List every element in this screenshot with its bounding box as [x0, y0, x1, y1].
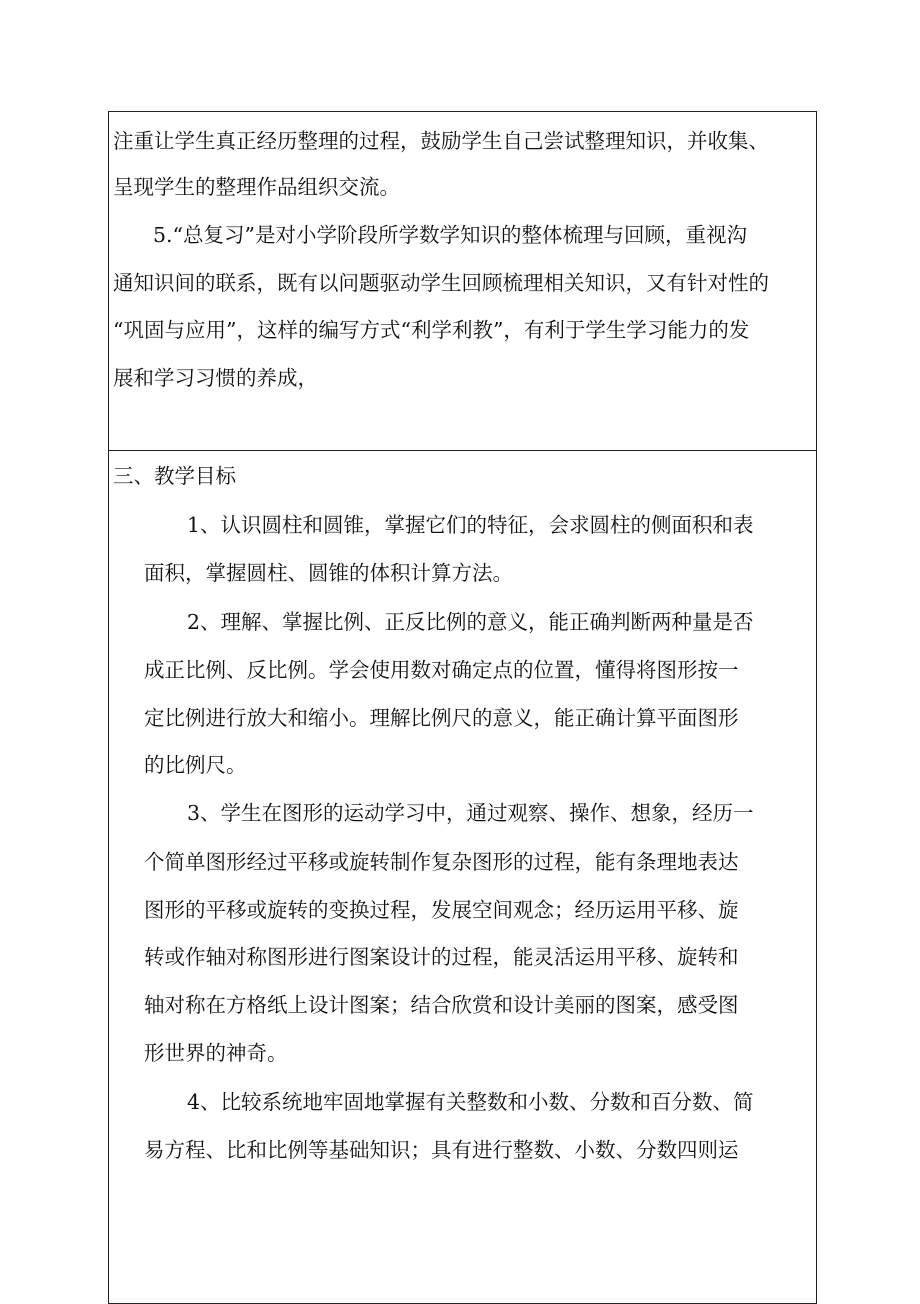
paragraph-line: 2、理解、掌握比例、正反比例的意义，能正确判断两种量是否	[187, 610, 754, 634]
paragraph-line: 的比例尺。	[144, 753, 247, 777]
paragraph-line: 个简单图形经过平移或旋转制作复杂图形的过程，能有条理地表达	[144, 850, 739, 874]
review-cell	[109, 112, 816, 450]
paragraph-line: 通知识间的联系，既有以问题驱动学生回顾梳理相关知识，又有针对性的	[113, 271, 769, 295]
paragraph-line: 3、学生在图形的运动学习中，通过观察、操作、想象，经历一	[187, 801, 754, 825]
objectives-cell	[109, 450, 816, 1303]
paragraph-line: 呈现学生的整理作品组织交流。	[113, 175, 400, 199]
paragraph-line: 5.“总复习”是对小学阶段所学数学知识的整体梳理与回顾，重视沟	[153, 223, 748, 247]
paragraph-line: 转或作轴对称图形进行图案设计的过程，能灵活运用平移、旋转和	[144, 945, 739, 969]
paragraph-line: 易方程、比和比例等基础知识；具有进行整数、小数、分数四则运	[144, 1138, 739, 1162]
paragraph-line: 1、认识圆柱和圆锥，掌握它们的特征，会求圆柱的侧面积和表	[187, 513, 754, 537]
paragraph-line: 注重让学生真正经历整理的过程，鼓励学生自己尝试整理知识，并收集、	[113, 129, 769, 153]
paragraph-line: 4、比较系统地牢固地掌握有关整数和小数、分数和百分数、简	[187, 1090, 754, 1114]
paragraph-line: 展和学习习惯的养成，	[113, 366, 318, 390]
paragraph-line: 形世界的神奇。	[144, 1041, 288, 1065]
paragraph-line: 图形的平移或旋转的变换过程，发展空间观念；经历运用平移、旋	[144, 898, 739, 922]
paragraph-line: 定比例进行放大和缩小。理解比例尺的意义，能正确计算平面图形	[144, 706, 739, 730]
paragraph-line: 轴对称在方格纸上设计图案；结合欣赏和设计美丽的图案，感受图	[144, 993, 739, 1017]
paragraph-line: “巩固与应用”，这样的编写方式“利学利教”，有利于学生学习能力的发	[113, 318, 750, 342]
paragraph-line: 成正比例、反比例。学会使用数对确定点的位置，懂得将图形按一	[144, 658, 739, 682]
section-heading: 三、教学目标	[113, 464, 236, 488]
paragraph-line: 面积，掌握圆柱、圆锥的体积计算方法。	[144, 561, 513, 585]
document-table	[108, 111, 817, 1304]
